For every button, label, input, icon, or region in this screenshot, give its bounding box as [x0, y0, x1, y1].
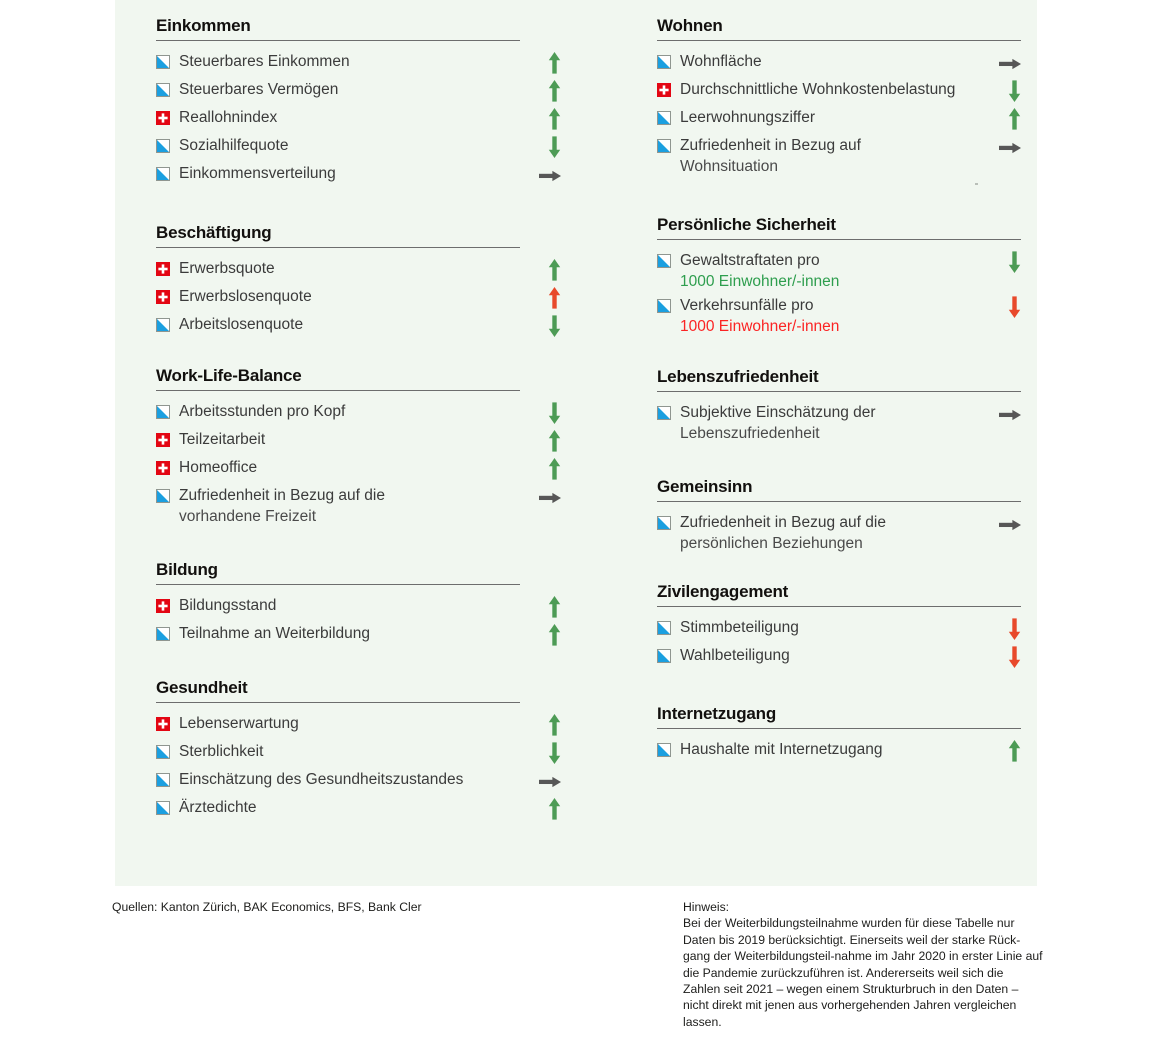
- section-rule: [657, 40, 1021, 41]
- indicator-row[interactable]: [156, 255, 561, 283]
- arrow-up-icon: [539, 287, 561, 311]
- indicator-label: Zufriedenheit in Bezug auf: [680, 137, 861, 154]
- arrow-up-icon: [539, 80, 561, 104]
- indicator-label: Verkehrsunfälle pro: [680, 297, 814, 314]
- indicator-label-wrap: [179, 797, 539, 818]
- zurich-flag-icon: [156, 773, 170, 787]
- zurich-flag-icon: [156, 55, 170, 69]
- section-title: Einkommen: [156, 16, 251, 35]
- section-title: Gesundheit: [156, 678, 248, 697]
- zurich-flag-icon: [156, 167, 170, 181]
- stray-mark: [975, 183, 978, 185]
- section-title: Bildung: [156, 560, 218, 579]
- zurich-flag-icon: [657, 299, 671, 313]
- indicator-label: Lebenserwartung: [179, 715, 299, 732]
- indicator-label: Stimmbeteiligung: [680, 619, 799, 636]
- zurich-flag-icon: [156, 83, 170, 97]
- indicator-row[interactable]: [156, 104, 561, 132]
- zurich-flag-icon: [657, 621, 671, 635]
- arrow-down-icon: [999, 646, 1021, 670]
- swiss-flag-icon: [156, 599, 170, 613]
- section-rule: [657, 728, 1021, 729]
- indicator-label-wrap: [179, 107, 539, 128]
- zurich-flag-icon: [156, 745, 170, 759]
- zurich-flag-icon: [156, 318, 170, 332]
- indicator-row[interactable]: [156, 398, 561, 426]
- section: [156, 223, 561, 339]
- arrow-up-icon: [539, 714, 561, 738]
- indicator-label: Einkommensverteilung: [179, 165, 336, 182]
- note-body: Bei der Weiterbildungsteilnahme wurden für diese Tabelle nur Daten bis 2019 berücksichtigt. Einerseits weil der starke Rück-gang der Weiterbildungsteil-nahme im Jahr 2020 in erster Linie auf die Pandemie zurückzuführen ist. Andererseits weil sich die Zahlen seit 2021 – wegen einem Strukturbruch in den Daten – nicht direkt mit jenen aus vorhergehenden Jahren vergleichen lassen.: [683, 916, 1043, 1029]
- indicator-label-wrap: [179, 623, 539, 644]
- indicator-row[interactable]: [156, 160, 561, 188]
- indicator-row[interactable]: [657, 48, 1021, 76]
- indicator-label-wrap: [179, 314, 539, 335]
- indicator-label: Durchschnittliche Wohnkostenbelastung: [680, 81, 956, 98]
- arrow-up-icon: [539, 798, 561, 822]
- arrow-down-icon: [999, 80, 1021, 104]
- indicator-row[interactable]: [156, 283, 561, 311]
- indicator-row[interactable]: [156, 426, 561, 454]
- indicator-label: Steuerbares Einkommen: [179, 53, 350, 70]
- swiss-flag-icon: [657, 83, 671, 97]
- indicator-label-wrap: [179, 741, 539, 762]
- section: [156, 560, 561, 648]
- section-rule: [657, 501, 1021, 502]
- arrow-right-icon: [539, 164, 561, 188]
- indicator-row[interactable]: [156, 48, 561, 76]
- indicator-label: Reallohnindex: [179, 109, 278, 126]
- indicator-label-wrap: [179, 79, 539, 100]
- indicator-label-line2: 1000 Einwohner/-innen: [680, 318, 840, 335]
- zurich-flag-icon: [657, 649, 671, 663]
- indicator-label: Arbeitsstunden pro Kopf: [179, 403, 346, 420]
- indicator-label: Sterblichkeit: [179, 743, 264, 760]
- section-rule: [657, 606, 1021, 607]
- arrow-down-icon: [999, 296, 1021, 320]
- indicator-label: Zufriedenheit in Bezug auf die: [680, 514, 886, 531]
- indicator-label-wrap: [179, 51, 539, 72]
- note-title: Hinweis:: [683, 900, 730, 914]
- zurich-flag-icon: [156, 405, 170, 419]
- arrow-up-icon: [999, 108, 1021, 132]
- indicator-label: Einschätzung des Gesundheitszustandes: [179, 771, 464, 788]
- arrow-up-icon: [539, 624, 561, 648]
- indicator-row[interactable]: [657, 642, 1021, 670]
- zurich-flag-icon: [156, 801, 170, 815]
- indicator-label-wrap: [179, 595, 539, 616]
- swiss-flag-icon: [156, 262, 170, 276]
- section: [657, 582, 1021, 670]
- indicator-row[interactable]: [156, 620, 561, 648]
- indicator-row[interactable]: [156, 132, 561, 160]
- section-rule: [657, 391, 1021, 392]
- arrow-down-icon: [539, 742, 561, 766]
- arrow-up-icon: [539, 458, 561, 482]
- left-column: [156, 0, 561, 822]
- indicator-label: Wahlbeteiligung: [680, 647, 790, 664]
- section: [657, 704, 1021, 764]
- indicator-panel: [115, 0, 1037, 886]
- indicator-label-wrap: [179, 485, 539, 527]
- indicator-label: Arbeitslosenquote: [179, 316, 304, 333]
- zurich-flag-icon: [657, 254, 671, 268]
- section-title: Beschäftigung: [156, 223, 272, 242]
- arrow-down-icon: [539, 402, 561, 426]
- sources-line: Quellen: Kanton Zürich, BAK Economics, BFS, Bank Cler: [112, 900, 422, 914]
- section-title: Lebenszufriedenheit: [657, 367, 819, 386]
- indicator-row[interactable]: [156, 592, 561, 620]
- indicator-label: Haushalte mit Internetzugang: [680, 741, 883, 758]
- indicator-label-wrap: [680, 645, 999, 666]
- zurich-flag-icon: [156, 489, 170, 503]
- arrow-right-icon: [539, 770, 561, 794]
- indicator-label: Homeoffice: [179, 459, 258, 476]
- indicator-label: Ärztedichte: [179, 799, 257, 816]
- note-block: [683, 899, 1043, 1030]
- indicator-label: Gewaltstraftaten pro: [680, 252, 820, 269]
- indicator-label: Teilnahme an Weiterbildung: [179, 625, 370, 642]
- section-title: Gemeinsinn: [657, 477, 753, 496]
- indicator-label-wrap: [179, 713, 539, 734]
- indicator-row[interactable]: [657, 104, 1021, 132]
- section-title: Wohnen: [657, 16, 723, 35]
- zurich-flag-icon: [156, 627, 170, 641]
- section-rule: [156, 40, 520, 41]
- swiss-flag-icon: [156, 290, 170, 304]
- indicator-label-wrap: [680, 295, 999, 337]
- section-rule: [156, 390, 520, 391]
- indicator-label: Leerwohnungsziffer: [680, 109, 815, 126]
- indicator-row[interactable]: [156, 311, 561, 339]
- indicator-row[interactable]: [657, 509, 1021, 554]
- indicator-label-wrap: [179, 258, 539, 279]
- indicator-label-wrap: [179, 429, 539, 450]
- section: [657, 477, 1021, 554]
- swiss-flag-icon: [156, 433, 170, 447]
- arrow-up-icon: [539, 596, 561, 620]
- arrow-down-icon: [999, 618, 1021, 642]
- section: [657, 367, 1021, 444]
- section-rule: [657, 239, 1021, 240]
- zurich-flag-icon: [657, 743, 671, 757]
- two-column-layout: [115, 0, 1037, 822]
- swiss-flag-icon: [156, 461, 170, 475]
- indicator-label-line2: Lebenszufriedenheit: [680, 425, 820, 442]
- swiss-flag-icon: [156, 111, 170, 125]
- indicator-label-wrap: [680, 739, 999, 760]
- section-title: Work-Life-Balance: [156, 366, 302, 385]
- arrow-right-icon: [999, 513, 1021, 537]
- indicator-row[interactable]: [156, 794, 561, 822]
- arrow-down-icon: [539, 315, 561, 339]
- section-title: Persönliche Sicherheit: [657, 215, 836, 234]
- arrow-up-icon: [539, 52, 561, 76]
- indicator-label-line2: vorhandene Freizeit: [179, 508, 316, 525]
- indicator-row[interactable]: [657, 247, 1021, 292]
- indicator-label: Erwerbsquote: [179, 260, 275, 277]
- section: [657, 215, 1021, 337]
- indicator-label-wrap: [680, 250, 999, 292]
- indicator-label: Zufriedenheit in Bezug auf die: [179, 487, 385, 504]
- right-column: [657, 0, 1021, 822]
- arrow-down-icon: [999, 251, 1021, 275]
- section: [156, 366, 561, 527]
- indicator-row[interactable]: [156, 710, 561, 738]
- indicator-label-wrap: [179, 135, 539, 156]
- section-rule: [156, 247, 520, 248]
- indicator-label-wrap: [680, 79, 999, 100]
- section-title: Internetzugang: [657, 704, 777, 723]
- indicator-label-wrap: [179, 457, 539, 478]
- zurich-flag-icon: [657, 111, 671, 125]
- zurich-flag-icon: [657, 139, 671, 153]
- zurich-flag-icon: [657, 406, 671, 420]
- indicator-label-line2: persönlichen Beziehungen: [680, 535, 863, 552]
- indicator-row[interactable]: [657, 76, 1021, 104]
- indicator-label: Teilzeitarbeit: [179, 431, 266, 448]
- indicator-label-wrap: [179, 769, 539, 790]
- indicator-label-wrap: [680, 617, 999, 638]
- indicator-row[interactable]: [657, 399, 1021, 444]
- indicator-label-wrap: [179, 163, 539, 184]
- indicator-label-wrap: [179, 286, 539, 307]
- section-title: Zivilengagement: [657, 582, 789, 601]
- arrow-right-icon: [539, 486, 561, 510]
- indicator-row[interactable]: [156, 482, 561, 527]
- indicator-row[interactable]: [156, 738, 561, 766]
- indicator-row[interactable]: [657, 614, 1021, 642]
- indicator-label: Steuerbares Vermögen: [179, 81, 339, 98]
- section-rule: [156, 584, 520, 585]
- section: [657, 16, 1021, 177]
- indicator-label-wrap: [680, 51, 999, 72]
- section-rule: [156, 702, 520, 703]
- indicator-label-wrap: [680, 107, 999, 128]
- zurich-flag-icon: [156, 139, 170, 153]
- indicator-label: Sozialhilfequote: [179, 137, 289, 154]
- section: [156, 678, 561, 822]
- indicator-row[interactable]: [657, 292, 1021, 337]
- arrow-up-icon: [539, 259, 561, 283]
- indicator-label-line2: Wohnsituation: [680, 158, 778, 175]
- zurich-flag-icon: [657, 55, 671, 69]
- indicator-label: Bildungsstand: [179, 597, 277, 614]
- indicator-row[interactable]: [156, 454, 561, 482]
- indicator-row[interactable]: [156, 76, 561, 104]
- indicator-row[interactable]: [657, 736, 1021, 764]
- indicator-label-line2: 1000 Einwohner/-innen: [680, 273, 840, 290]
- arrow-right-icon: [999, 52, 1021, 76]
- arrow-down-icon: [539, 136, 561, 160]
- indicator-label: Erwerbslosenquote: [179, 288, 312, 305]
- arrow-up-icon: [999, 740, 1021, 764]
- indicator-label: Wohnfläche: [680, 53, 762, 70]
- indicator-label-wrap: [680, 135, 999, 177]
- arrow-up-icon: [539, 108, 561, 132]
- section: [156, 16, 561, 188]
- zurich-flag-icon: [657, 516, 671, 530]
- swiss-flag-icon: [156, 717, 170, 731]
- indicator-label-wrap: [179, 401, 539, 422]
- arrow-right-icon: [999, 403, 1021, 427]
- arrow-up-icon: [539, 430, 561, 454]
- indicator-row[interactable]: [156, 766, 561, 794]
- indicator-label-wrap: [680, 512, 999, 554]
- arrow-right-icon: [999, 136, 1021, 160]
- indicator-label-wrap: [680, 402, 999, 444]
- indicator-label: Subjektive Einschätzung der: [680, 404, 876, 421]
- indicator-row[interactable]: [657, 132, 1021, 177]
